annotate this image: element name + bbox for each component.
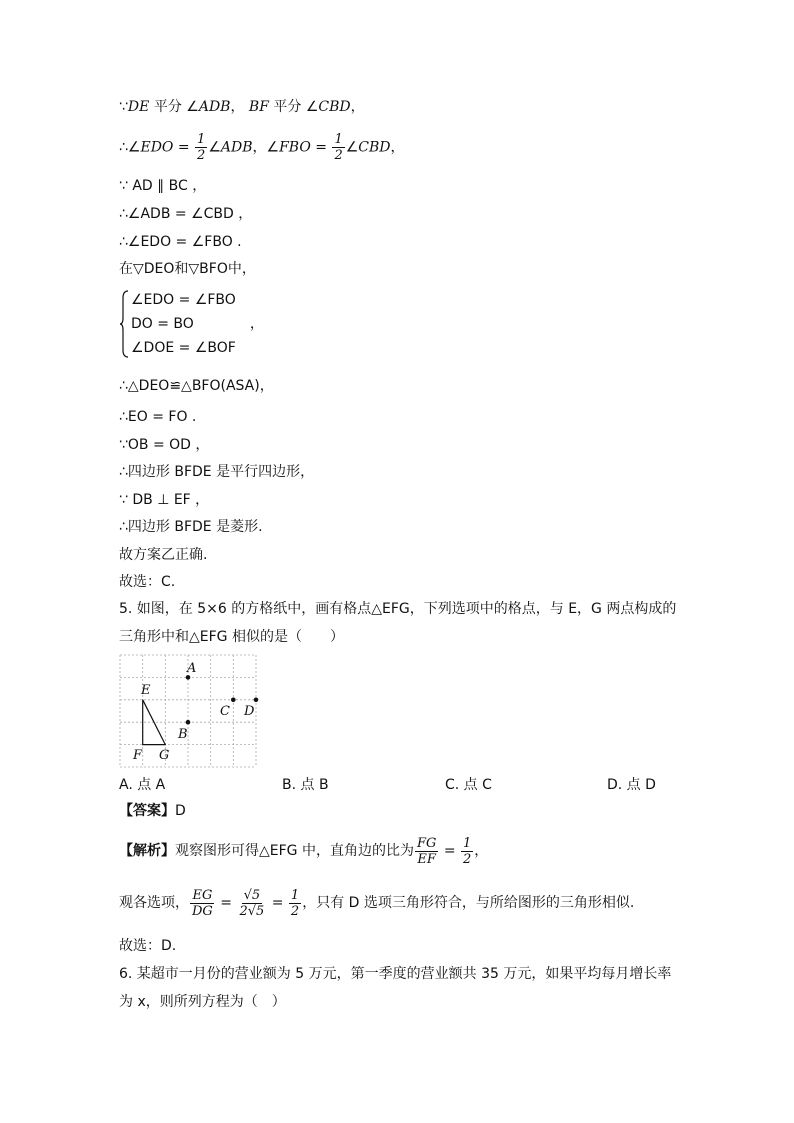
label-g: G — [159, 748, 170, 763]
fraction-root5: $\frac{√5}{2√5}$ — [239, 887, 265, 919]
answer-line: 【答案】D — [119, 803, 186, 819]
solution-line-13: 故方案乙正确. — [119, 547, 208, 563]
solution-line-2: ∴∠EDO = $\frac{1}{2}$ ∠ADB，∠FBO = $\frac{1}{2}$ ∠CBD， — [119, 132, 405, 163]
explanation-line-2: 观各选项， $\frac{EG}{DG}$ = $\frac{√5}{2√5}$ = $\frac{1}{2}$ ，只有 D 选项三角形符合，与所给图形的三角形相似. — [119, 887, 635, 919]
question-6-line-1: 6. 某超市一月份的营业额为 5 万元，第一季度的营业额共 35 万元，如果平均每月增长率 — [119, 966, 672, 982]
fraction-half-2: $\frac{1}{2}$ — [334, 132, 343, 163]
fraction-half-3: $\frac{1}{2}$ — [463, 835, 472, 867]
option-b: B. 点 B — [282, 777, 329, 793]
fraction-half-4: $\frac{1}{2}$ — [290, 887, 300, 919]
option-a: A. 点 A — [119, 777, 166, 793]
system-equation-1: ∠EDO = ∠FBO — [131, 292, 236, 308]
label-a: A — [187, 661, 197, 676]
solution-line-10: ∴四边形 BFDE 是平行四边形， — [119, 464, 315, 480]
solution-line-12: ∴四边形 BFDE 是菱形. — [119, 519, 263, 535]
question-5-line-1: 5. 如图，在 5×6 的方格纸中，画有格点△EFG，下列选项中的格点，与 E，G 两点构成的 — [119, 601, 677, 617]
label-f: F — [133, 748, 143, 763]
solution-line-15: 故选：D. — [119, 938, 177, 954]
fraction-half-1: $\frac{1}{2}$ — [197, 132, 206, 163]
solution-line-5: ∴∠EDO = ∠FBO . — [119, 234, 242, 250]
system-equation-2: DO = BO ， — [131, 316, 264, 332]
fraction-eg-dg: $\frac{EG}{DG}$ — [192, 887, 213, 919]
explanation-line-1: 【解析】观察图形可得△EFG 中，直角边的比为 $\frac{FG}{EF}$ = $\frac{1}{2}$ ， — [119, 835, 489, 867]
left-brace — [119, 290, 129, 358]
solution-line-14: 故选：C. — [119, 574, 176, 590]
label-c: C — [220, 704, 230, 719]
solution-line-9: ∵OB = OD ， — [119, 437, 210, 453]
option-c: C. 点 C — [445, 777, 492, 793]
fraction-fg-ef: $\frac{FG}{EF}$ — [416, 835, 437, 867]
point-c — [231, 698, 236, 703]
solution-line-3: ∵ AD ∥ BC ， — [119, 178, 207, 194]
system-equation-3: ∠DOE = ∠BOF — [131, 340, 236, 356]
question-6-line-2: 为 x，则所列方程为（ ） — [119, 994, 286, 1010]
solution-line-7: ∴△DEO≌△BFO(ASA)， — [119, 378, 274, 394]
solution-line-8: ∴EO = FO . — [119, 409, 197, 425]
solution-line-6: 在▽DEO和▽BFO中， — [119, 261, 256, 277]
label-d: D — [244, 704, 255, 719]
solution-line-11: ∵ DB ⊥ EF ， — [119, 492, 210, 508]
label-e: E — [141, 683, 151, 698]
option-d: D. 点 D — [607, 777, 656, 793]
point-b — [186, 720, 191, 725]
label-b: B — [178, 727, 188, 742]
grid-figure — [119, 654, 259, 768]
point-d — [254, 698, 259, 703]
solution-line-4: ∴∠ADB = ∠CBD ， — [119, 206, 253, 222]
solution-line-1: ∵DE 平分 ∠ADB， BF 平分 ∠CBD， — [119, 99, 365, 115]
question-5-line-2: 三角形中和△EFG 相似的是（ ） — [119, 629, 344, 645]
